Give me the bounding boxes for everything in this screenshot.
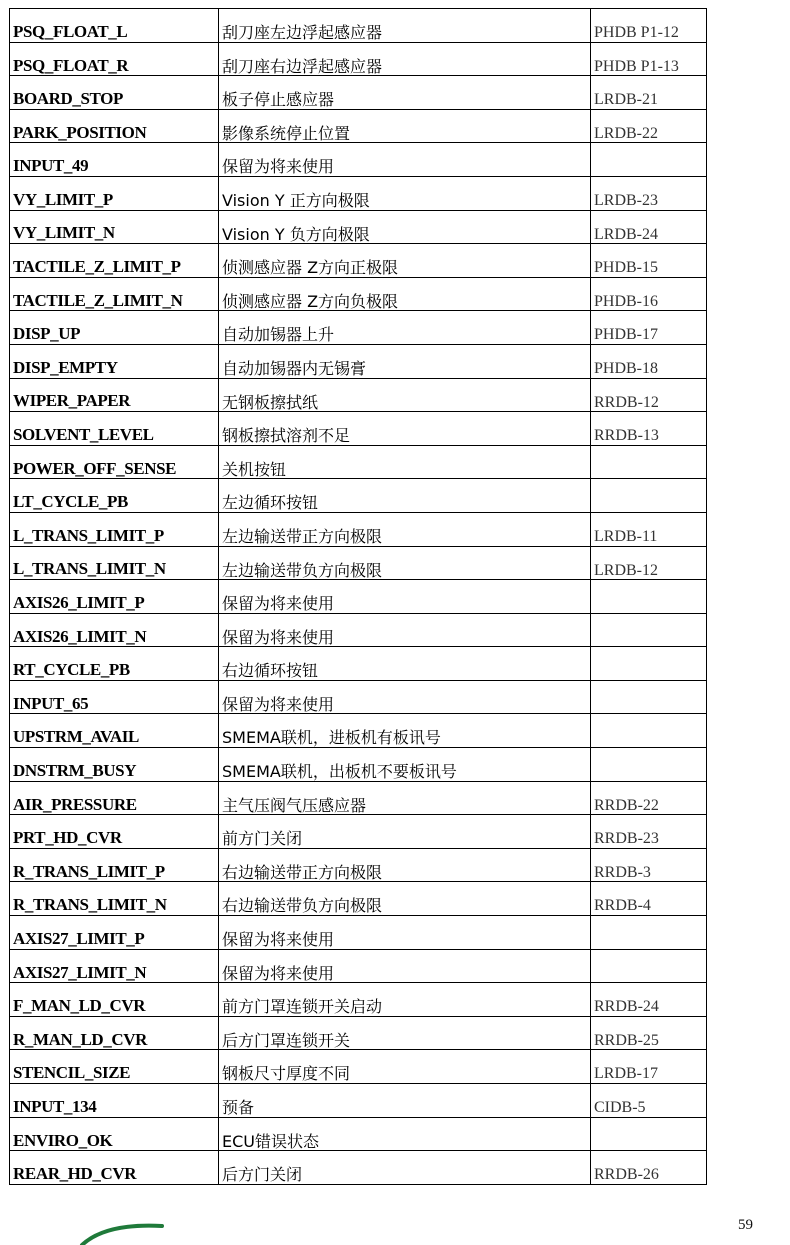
- connector-ref-cell: [591, 613, 707, 647]
- signal-description-cell: 影像系统停止位置: [219, 109, 591, 143]
- signal-name-cell: L_TRANS_LIMIT_P: [10, 512, 219, 546]
- signal-description-cell: 保留为将来使用: [219, 580, 591, 614]
- signal-name-cell: WIPER_PAPER: [10, 378, 219, 412]
- signal-description-cell: 保留为将来使用: [219, 613, 591, 647]
- table-row: [10, 512, 707, 546]
- table-row: [10, 1117, 707, 1151]
- table-row: [10, 244, 707, 278]
- signal-description-cell: Vision Y 负方向极限: [219, 210, 591, 244]
- connector-ref-cell: LRDB-12: [591, 546, 707, 580]
- table-row: [10, 949, 707, 983]
- signal-name-cell: BOARD_STOP: [10, 76, 219, 110]
- signal-name-cell: ENVIRO_OK: [10, 1117, 219, 1151]
- connector-ref-cell: CIDB-5: [591, 1084, 707, 1118]
- connector-ref-cell: RRDB-25: [591, 1016, 707, 1050]
- table-row: [10, 42, 707, 76]
- signal-name-cell: VY_LIMIT_N: [10, 210, 219, 244]
- table-row: [10, 277, 707, 311]
- table-row: [10, 109, 707, 143]
- signal-name-cell: LT_CYCLE_PB: [10, 479, 219, 513]
- signal-name-cell: PSQ_FLOAT_L: [10, 9, 219, 43]
- signal-name-cell: AXIS26_LIMIT_P: [10, 580, 219, 614]
- table-row: [10, 1151, 707, 1185]
- signal-name-cell: RT_CYCLE_PB: [10, 647, 219, 681]
- connector-ref-cell: [591, 916, 707, 950]
- signal-name-cell: PSQ_FLOAT_R: [10, 42, 219, 76]
- connector-ref-cell: LRDB-24: [591, 210, 707, 244]
- signal-name-cell: L_TRANS_LIMIT_N: [10, 546, 219, 580]
- signal-name-cell: F_MAN_LD_CVR: [10, 983, 219, 1017]
- signal-description-cell: 自动加锡器上升: [219, 311, 591, 345]
- signal-description-cell: 右边循环按钮: [219, 647, 591, 681]
- signal-description-cell: 钢板尺寸厚度不同: [219, 1050, 591, 1084]
- table-row: [10, 546, 707, 580]
- signal-description-cell: 关机按钮: [219, 445, 591, 479]
- table-row: [10, 1016, 707, 1050]
- connector-ref-cell: [591, 580, 707, 614]
- signal-name-cell: REAR_HD_CVR: [10, 1151, 219, 1185]
- connector-ref-cell: [591, 1117, 707, 1151]
- signal-name-cell: UPSTRM_AVAIL: [10, 714, 219, 748]
- signal-description-cell: 左边循环按钮: [219, 479, 591, 513]
- signal-name-cell: PARK_POSITION: [10, 109, 219, 143]
- signal-description-cell: Vision Y 正方向极限: [219, 176, 591, 210]
- signal-description-cell: 板子停止感应器: [219, 76, 591, 110]
- connector-ref-cell: RRDB-13: [591, 412, 707, 446]
- connector-ref-cell: [591, 479, 707, 513]
- connector-ref-cell: RRDB-3: [591, 848, 707, 882]
- connector-ref-cell: RRDB-26: [591, 1151, 707, 1185]
- signal-name-cell: AXIS27_LIMIT_N: [10, 949, 219, 983]
- signal-description-cell: 后方门罩连锁开关: [219, 1016, 591, 1050]
- signal-name-cell: INPUT_65: [10, 680, 219, 714]
- signal-description-cell: 无钢板擦拭纸: [219, 378, 591, 412]
- connector-ref-cell: RRDB-4: [591, 882, 707, 916]
- connector-ref-cell: LRDB-17: [591, 1050, 707, 1084]
- signal-name-cell: POWER_OFF_SENSE: [10, 445, 219, 479]
- signal-name-cell: DISP_UP: [10, 311, 219, 345]
- signal-name-cell: SOLVENT_LEVEL: [10, 412, 219, 446]
- connector-ref-cell: LRDB-21: [591, 76, 707, 110]
- table-row: [10, 9, 707, 43]
- signal-description-cell: 侦测感应器 Z方向正极限: [219, 244, 591, 278]
- connector-ref-cell: PHDB P1-12: [591, 9, 707, 43]
- signal-name-cell: INPUT_49: [10, 143, 219, 177]
- signal-description-cell: 前方门罩连锁开关启动: [219, 983, 591, 1017]
- signal-description-cell: 侦测感应器 Z方向负极限: [219, 277, 591, 311]
- table-row: [10, 680, 707, 714]
- table-row: [10, 176, 707, 210]
- signal-name-cell: AXIS26_LIMIT_N: [10, 613, 219, 647]
- signal-name-cell: INPUT_134: [10, 1084, 219, 1118]
- signal-description-cell: 自动加锡器内无锡膏: [219, 344, 591, 378]
- connector-ref-cell: LRDB-22: [591, 109, 707, 143]
- signal-name-cell: DNSTRM_BUSY: [10, 748, 219, 782]
- signal-name-cell: STENCIL_SIZE: [10, 1050, 219, 1084]
- green-swoosh-logo-icon: [70, 1218, 210, 1245]
- table-row: [10, 848, 707, 882]
- signal-description-cell: 右边输送带正方向极限: [219, 848, 591, 882]
- connector-ref-cell: LRDB-11: [591, 512, 707, 546]
- connector-ref-cell: [591, 143, 707, 177]
- connector-ref-cell: PHDB-17: [591, 311, 707, 345]
- signal-description-cell: 预备: [219, 1084, 591, 1118]
- io-signal-table: [9, 8, 707, 1185]
- table-row: [10, 748, 707, 782]
- connector-ref-cell: PHDB P1-13: [591, 42, 707, 76]
- table-row: [10, 781, 707, 815]
- table-row: [10, 311, 707, 345]
- table-row: [10, 344, 707, 378]
- signal-description-cell: 左边输送带负方向极限: [219, 546, 591, 580]
- signal-name-cell: R_MAN_LD_CVR: [10, 1016, 219, 1050]
- table-row: [10, 882, 707, 916]
- connector-ref-cell: RRDB-12: [591, 378, 707, 412]
- connector-ref-cell: RRDB-24: [591, 983, 707, 1017]
- table-row: [10, 1084, 707, 1118]
- signal-description-cell: 保留为将来使用: [219, 680, 591, 714]
- table-row: [10, 647, 707, 681]
- connector-ref-cell: [591, 445, 707, 479]
- signal-description-cell: 保留为将来使用: [219, 949, 591, 983]
- table-row: [10, 714, 707, 748]
- connector-ref-cell: RRDB-23: [591, 815, 707, 849]
- connector-ref-cell: [591, 949, 707, 983]
- signal-name-cell: PRT_HD_CVR: [10, 815, 219, 849]
- signal-description-cell: 左边输送带正方向极限: [219, 512, 591, 546]
- signal-description-cell: 主气压阀气压感应器: [219, 781, 591, 815]
- table-row: [10, 412, 707, 446]
- signal-description-cell: 前方门关闭: [219, 815, 591, 849]
- connector-ref-cell: LRDB-23: [591, 176, 707, 210]
- table-row: [10, 76, 707, 110]
- connector-ref-cell: PHDB-15: [591, 244, 707, 278]
- signal-description-cell: 保留为将来使用: [219, 916, 591, 950]
- signal-name-cell: R_TRANS_LIMIT_P: [10, 848, 219, 882]
- signal-name-cell: AIR_PRESSURE: [10, 781, 219, 815]
- signal-description-cell: SMEMA联机，出板机不要板讯号: [219, 748, 591, 782]
- table-row: [10, 378, 707, 412]
- table-row: [10, 143, 707, 177]
- table-row: [10, 916, 707, 950]
- signal-name-cell: DISP_EMPTY: [10, 344, 219, 378]
- connector-ref-cell: RRDB-22: [591, 781, 707, 815]
- table-row: [10, 983, 707, 1017]
- table-row: [10, 479, 707, 513]
- signal-name-cell: TACTILE_Z_LIMIT_P: [10, 244, 219, 278]
- table-row: [10, 210, 707, 244]
- connector-ref-cell: [591, 680, 707, 714]
- signal-description-cell: 钢板擦拭溶剂不足: [219, 412, 591, 446]
- signal-name-cell: AXIS27_LIMIT_P: [10, 916, 219, 950]
- signal-name-cell: R_TRANS_LIMIT_N: [10, 882, 219, 916]
- connector-ref-cell: PHDB-16: [591, 277, 707, 311]
- signal-name-cell: VY_LIMIT_P: [10, 176, 219, 210]
- signal-description-cell: 后方门关闭: [219, 1151, 591, 1185]
- signal-description-cell: 右边输送带负方向极限: [219, 882, 591, 916]
- page-number: 59: [738, 1217, 753, 1233]
- signal-description-cell: SMEMA联机，进板机有板讯号: [219, 714, 591, 748]
- table-row: [10, 815, 707, 849]
- signal-description-cell: ECU错误状态: [219, 1117, 591, 1151]
- table-row: [10, 1050, 707, 1084]
- connector-ref-cell: PHDB-18: [591, 344, 707, 378]
- connector-ref-cell: [591, 647, 707, 681]
- table-row: [10, 580, 707, 614]
- signal-description-cell: 保留为将来使用: [219, 143, 591, 177]
- table-row: [10, 613, 707, 647]
- signal-name-cell: TACTILE_Z_LIMIT_N: [10, 277, 219, 311]
- table-row: [10, 445, 707, 479]
- signal-description-cell: 刮刀座左边浮起感应器: [219, 9, 591, 43]
- connector-ref-cell: [591, 714, 707, 748]
- connector-ref-cell: [591, 748, 707, 782]
- io-signal-table-body: [10, 9, 707, 1185]
- signal-description-cell: 刮刀座右边浮起感应器: [219, 42, 591, 76]
